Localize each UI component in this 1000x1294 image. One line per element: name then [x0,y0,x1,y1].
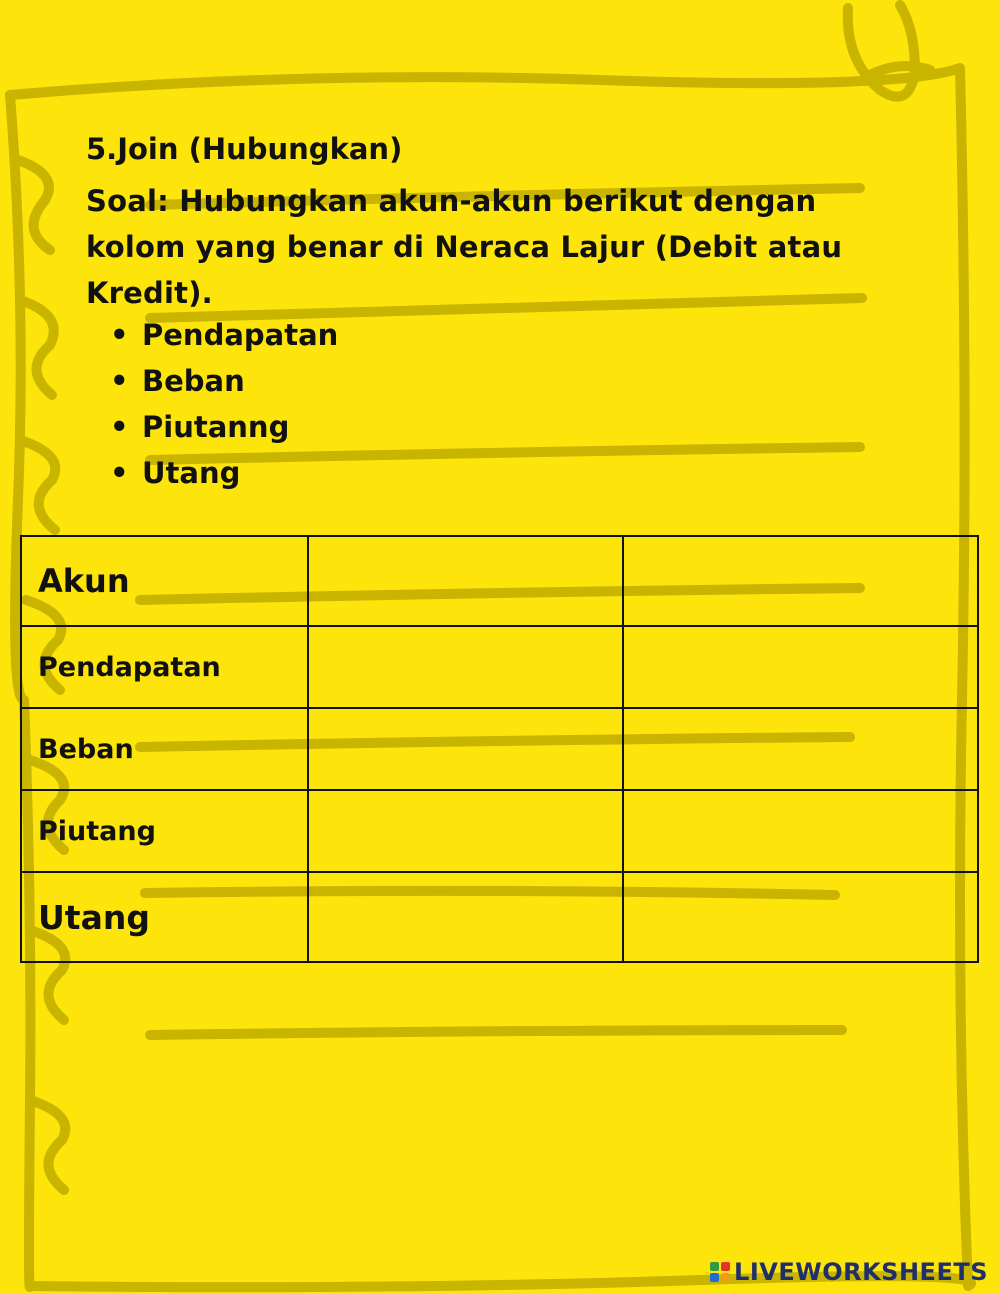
table-row [21,872,978,962]
row-label: Utang [21,872,308,962]
bullet-icon: • [110,456,129,490]
drop-target-cell[interactable] [623,790,978,872]
drop-target-cell[interactable] [623,708,978,790]
drop-target-cell[interactable] [308,536,623,626]
logo-text: LIVEWORKSHEETS [734,1258,988,1286]
list-item [110,450,338,496]
list-item-label: Beban [142,364,245,398]
question-text: Soal: Hubungkan akun-akun berikut dengan kolom yang benar di Neraca Lajur (Debit atau Kredit). [86,184,843,310]
drop-target-cell[interactable] [308,626,623,708]
list-item [110,358,338,404]
row-label: Piutang [21,790,308,872]
logo-blocks-icon [710,1262,730,1282]
list-item-label: Pendapatan [142,318,339,352]
list-item-label: Utang [142,456,241,490]
drop-target-cell[interactable] [623,536,978,626]
table-header-row [21,536,978,626]
drop-target-cell[interactable] [308,790,623,872]
table-row [21,790,978,872]
worksheet-title: 5.Join (Hubungkan) [86,132,403,166]
row-label: Pendapatan [21,626,308,708]
drop-target-cell[interactable] [623,626,978,708]
list-item [110,312,338,358]
account-table [20,535,979,963]
table-row [21,708,978,790]
drop-target-cell[interactable] [623,872,978,962]
row-label: Beban [21,708,308,790]
bullet-icon: • [110,410,129,444]
header-cell-akun: Akun [21,536,308,626]
list-item-label: Piutanng [142,410,290,444]
drop-target-cell[interactable] [308,872,623,962]
account-list [110,312,338,496]
liveworksheets-logo [710,1258,988,1286]
drop-target-cell[interactable] [308,708,623,790]
table-row [21,626,978,708]
bullet-icon: • [110,318,129,352]
bullet-icon: • [110,364,129,398]
list-item [110,404,338,450]
